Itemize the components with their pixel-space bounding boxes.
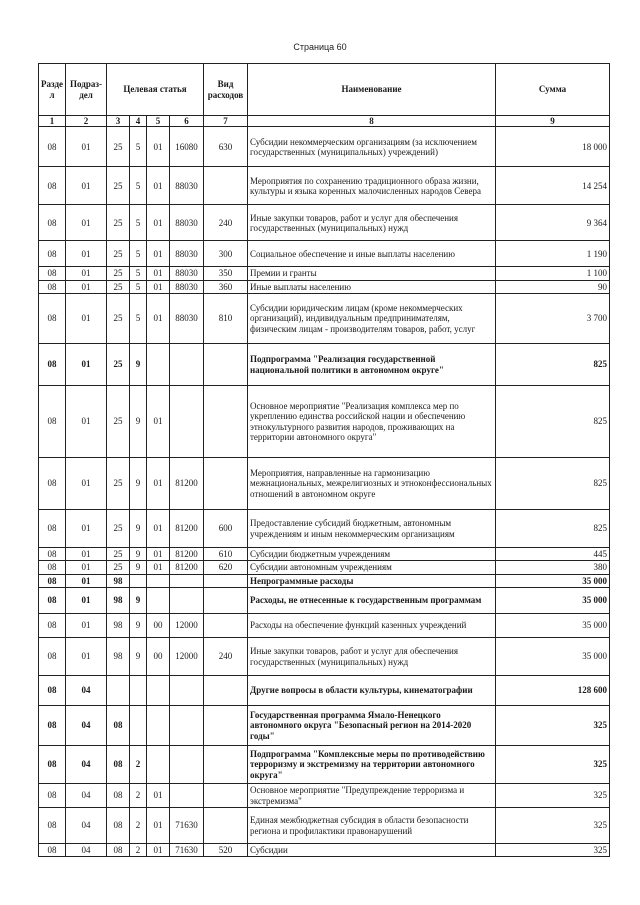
razdel-cell: 08 (39, 784, 66, 808)
name-cell: Единая межбюджетная субсидия в области безопасности региона и профилактики правонарушений (248, 808, 496, 844)
name-cell: Непрограммные расходы (248, 574, 496, 587)
target-article-direction-cell: 88030 (170, 280, 204, 293)
table-row (39, 344, 610, 386)
expense-type-cell: 810 (204, 294, 248, 344)
target-article-event-cell: 01 (147, 267, 170, 280)
target-article-program-cell: 25 (107, 386, 130, 458)
podrazdel-cell: 04 (66, 784, 107, 808)
table-row (39, 561, 610, 574)
page-number-label: Страница 60 (293, 42, 347, 52)
target-article-direction-cell: 88030 (170, 294, 204, 344)
expense-type-cell (204, 574, 248, 587)
podrazdel-cell: 04 (66, 808, 107, 844)
target-article-subprogram-cell: 9 (130, 344, 147, 386)
target-article-event-cell (147, 676, 170, 706)
amount-cell: 1 100 (496, 267, 610, 280)
table-row (39, 784, 610, 808)
razdel-cell: 08 (39, 614, 66, 638)
target-article-subprogram-cell: 9 (130, 458, 147, 510)
target-article-direction-cell: 88030 (170, 267, 204, 280)
target-article-subprogram-cell: 5 (130, 167, 147, 205)
target-article-event-cell: 01 (147, 167, 170, 205)
target-article-event-cell: 01 (147, 458, 170, 510)
expense-type-cell: 520 (204, 844, 248, 857)
target-article-program-cell: 25 (107, 561, 130, 574)
target-article-program-cell: 98 (107, 588, 130, 614)
target-article-program-cell: 25 (107, 344, 130, 386)
table-row (39, 676, 610, 706)
target-article-event-cell (147, 706, 170, 746)
target-article-direction-cell (170, 706, 204, 746)
col-number: 9 (496, 116, 610, 127)
podrazdel-cell: 01 (66, 510, 107, 548)
target-article-event-cell (147, 588, 170, 614)
col-number: 8 (248, 116, 496, 127)
target-article-subprogram-cell: 9 (130, 510, 147, 548)
name-cell: Мероприятия, направленные на гармонизацию межнациональных, межрелигиозных и этноконфессиональных отношений в автономном округе (248, 458, 496, 510)
target-article-event-cell: 01 (147, 294, 170, 344)
target-article-subprogram-cell: 9 (130, 561, 147, 574)
expense-type-cell (204, 706, 248, 746)
name-cell: Субсидии юридическим лицам (кроме некоммерческих организаций), индивидуальным предпринимателям, физическим лицам - производителям товаров, работ, услуг (248, 294, 496, 344)
target-article-subprogram-cell: 2 (130, 746, 147, 784)
podrazdel-cell: 04 (66, 746, 107, 784)
expense-type-cell: 620 (204, 561, 248, 574)
razdel-cell: 08 (39, 458, 66, 510)
header-podrazdel: Подраз- дел (66, 64, 107, 116)
name-cell: Премии и гранты (248, 267, 496, 280)
target-article-direction-cell: 71630 (170, 844, 204, 857)
name-cell: Подпрограмма "Комплексные меры по противодействию терроризму и экстремизму на территории автономного округа" (248, 746, 496, 784)
target-article-program-cell: 98 (107, 614, 130, 638)
column-number-row (39, 116, 610, 127)
target-article-subprogram-cell: 2 (130, 808, 147, 844)
table-row (39, 588, 610, 614)
table-row (39, 746, 610, 784)
razdel-cell: 08 (39, 638, 66, 676)
target-article-subprogram-cell (130, 676, 147, 706)
podrazdel-cell: 01 (66, 458, 107, 510)
razdel-cell: 08 (39, 280, 66, 293)
razdel-cell: 08 (39, 706, 66, 746)
target-article-direction-cell (170, 574, 204, 587)
target-article-subprogram-cell: 5 (130, 267, 147, 280)
target-article-program-cell: 08 (107, 746, 130, 784)
amount-cell: 445 (496, 548, 610, 561)
podrazdel-cell: 04 (66, 706, 107, 746)
amount-cell: 325 (496, 808, 610, 844)
expense-type-cell: 240 (204, 205, 248, 241)
target-article-subprogram-cell: 9 (130, 638, 147, 676)
expense-type-cell (204, 167, 248, 205)
podrazdel-cell: 01 (66, 574, 107, 587)
name-cell: Социальное обеспечение и иные выплаты населению (248, 241, 496, 267)
target-article-program-cell: 08 (107, 706, 130, 746)
table-row (39, 386, 610, 458)
target-article-subprogram-cell: 9 (130, 386, 147, 458)
name-cell: Подпрограмма "Реализация государственной национальной политики в автономном округе" (248, 344, 496, 386)
podrazdel-cell: 01 (66, 638, 107, 676)
table-row (39, 548, 610, 561)
table-row (39, 638, 610, 676)
name-cell: Субсидии бюджетным учреждениям (248, 548, 496, 561)
name-cell: Расходы, не отнесенные к государственным программам (248, 588, 496, 614)
target-article-subprogram-cell (130, 706, 147, 746)
name-cell: Субсидии (248, 844, 496, 857)
table-row (39, 808, 610, 844)
target-article-event-cell (147, 574, 170, 587)
name-cell: Государственная программа Ямало-Ненецкого автономного округа "Безопасный регион на 2014-2020 годы" (248, 706, 496, 746)
target-article-direction-cell: 81200 (170, 548, 204, 561)
table-row (39, 241, 610, 267)
target-article-event-cell: 01 (147, 844, 170, 857)
expense-type-cell (204, 386, 248, 458)
name-cell: Субсидии автономным учреждениям (248, 561, 496, 574)
podrazdel-cell: 04 (66, 676, 107, 706)
target-article-direction-cell: 12000 (170, 614, 204, 638)
expense-type-cell: 240 (204, 638, 248, 676)
target-article-direction-cell: 16080 (170, 127, 204, 167)
budget-table (38, 63, 610, 857)
podrazdel-cell: 01 (66, 614, 107, 638)
amount-cell: 90 (496, 280, 610, 293)
podrazdel-cell: 01 (66, 344, 107, 386)
col-number: 5 (147, 116, 170, 127)
podrazdel-cell: 04 (66, 844, 107, 857)
table-row (39, 127, 610, 167)
target-article-direction-cell: 12000 (170, 638, 204, 676)
amount-cell: 18 000 (496, 127, 610, 167)
target-article-direction-cell (170, 784, 204, 808)
target-article-event-cell: 01 (147, 127, 170, 167)
expense-type-cell: 610 (204, 548, 248, 561)
table-body (39, 127, 610, 857)
header-summa: Сумма (496, 64, 610, 116)
target-article-event-cell (147, 746, 170, 784)
podrazdel-cell: 01 (66, 548, 107, 561)
table-row (39, 458, 610, 510)
target-article-direction-cell (170, 588, 204, 614)
target-article-event-cell: 01 (147, 808, 170, 844)
expense-type-cell (204, 458, 248, 510)
razdel-cell: 08 (39, 294, 66, 344)
amount-cell: 35 000 (496, 614, 610, 638)
target-article-program-cell: 98 (107, 574, 130, 587)
target-article-event-cell (147, 344, 170, 386)
razdel-cell: 08 (39, 267, 66, 280)
amount-cell: 14 254 (496, 167, 610, 205)
amount-cell: 825 (496, 386, 610, 458)
target-article-program-cell: 25 (107, 205, 130, 241)
amount-cell: 1 190 (496, 241, 610, 267)
expense-type-cell (204, 676, 248, 706)
razdel-cell: 08 (39, 574, 66, 587)
razdel-cell: 08 (39, 127, 66, 167)
name-cell: Предоставление субсидий бюджетным, автономным учреждениям и иным некоммерческим организациям (248, 510, 496, 548)
expense-type-cell: 360 (204, 280, 248, 293)
razdel-cell: 08 (39, 746, 66, 784)
target-article-program-cell: 25 (107, 294, 130, 344)
target-article-subprogram-cell: 5 (130, 127, 147, 167)
target-article-subprogram-cell: 5 (130, 294, 147, 344)
name-cell: Другие вопросы в области культуры, кинематографии (248, 676, 496, 706)
table-row (39, 614, 610, 638)
amount-cell: 128 600 (496, 676, 610, 706)
name-cell: Субсидии некоммерческим организациям (за исключением государственных (муниципальных) учреждений) (248, 127, 496, 167)
razdel-cell: 08 (39, 510, 66, 548)
target-article-program-cell: 25 (107, 267, 130, 280)
target-article-event-cell: 01 (147, 280, 170, 293)
amount-cell: 35 000 (496, 574, 610, 587)
razdel-cell: 08 (39, 344, 66, 386)
table-row (39, 167, 610, 205)
target-article-event-cell: 00 (147, 638, 170, 676)
target-article-subprogram-cell: 5 (130, 280, 147, 293)
target-article-direction-cell: 88030 (170, 205, 204, 241)
amount-cell: 325 (496, 706, 610, 746)
razdel-cell: 08 (39, 561, 66, 574)
podrazdel-cell: 01 (66, 386, 107, 458)
target-article-program-cell: 25 (107, 458, 130, 510)
podrazdel-cell: 01 (66, 588, 107, 614)
target-article-program-cell: 25 (107, 167, 130, 205)
amount-cell: 3 700 (496, 294, 610, 344)
podrazdel-cell: 01 (66, 241, 107, 267)
expense-type-cell: 630 (204, 127, 248, 167)
target-article-subprogram-cell: 2 (130, 844, 147, 857)
expense-type-cell: 600 (204, 510, 248, 548)
amount-cell: 825 (496, 458, 610, 510)
target-article-subprogram-cell: 9 (130, 548, 147, 561)
target-article-subprogram-cell: 2 (130, 784, 147, 808)
razdel-cell: 08 (39, 386, 66, 458)
target-article-event-cell: 01 (147, 561, 170, 574)
amount-cell: 825 (496, 510, 610, 548)
target-article-event-cell: 01 (147, 510, 170, 548)
amount-cell: 35 000 (496, 588, 610, 614)
header-naimenovanie: Наименование (248, 64, 496, 116)
amount-cell: 825 (496, 344, 610, 386)
name-cell: Расходы на обеспечение функций казенных учреждений (248, 614, 496, 638)
header-razdel: Разде л (39, 64, 66, 116)
target-article-program-cell: 98 (107, 638, 130, 676)
table-row (39, 294, 610, 344)
podrazdel-cell: 01 (66, 267, 107, 280)
target-article-program-cell: 25 (107, 548, 130, 561)
name-cell: Мероприятия по сохранению традиционного образа жизни, культуры и языка коренных малочисленных народов Севера (248, 167, 496, 205)
target-article-subprogram-cell: 5 (130, 241, 147, 267)
target-article-program-cell: 25 (107, 241, 130, 267)
expense-type-cell (204, 344, 248, 386)
target-article-subprogram-cell: 5 (130, 205, 147, 241)
amount-cell: 9 364 (496, 205, 610, 241)
table-row (39, 574, 610, 587)
target-article-subprogram-cell (130, 574, 147, 587)
razdel-cell: 08 (39, 676, 66, 706)
target-article-program-cell: 08 (107, 844, 130, 857)
table-row (39, 844, 610, 857)
target-article-program-cell: 08 (107, 808, 130, 844)
target-article-direction-cell: 88030 (170, 167, 204, 205)
target-article-direction-cell (170, 746, 204, 784)
table-row (39, 510, 610, 548)
name-cell: Иные закупки товаров, работ и услуг для обеспечения государственных (муниципальных) нужд (248, 638, 496, 676)
name-cell: Основное мероприятие "Реализация комплекса мер по укреплению единства российской нации и обеспечению этнокультурного развития народов, проживающих на территории автономного округа" (248, 386, 496, 458)
target-article-program-cell: 25 (107, 127, 130, 167)
razdel-cell: 08 (39, 167, 66, 205)
amount-cell: 325 (496, 746, 610, 784)
table-row (39, 706, 610, 746)
target-article-direction-cell: 81200 (170, 510, 204, 548)
expense-type-cell (204, 588, 248, 614)
podrazdel-cell: 01 (66, 127, 107, 167)
expense-type-cell (204, 614, 248, 638)
table-row (39, 280, 610, 293)
podrazdel-cell: 01 (66, 294, 107, 344)
expense-type-cell: 350 (204, 267, 248, 280)
table-row (39, 267, 610, 280)
target-article-direction-cell: 71630 (170, 808, 204, 844)
razdel-cell: 08 (39, 241, 66, 267)
amount-cell: 325 (496, 844, 610, 857)
target-article-event-cell: 01 (147, 241, 170, 267)
podrazdel-cell: 01 (66, 167, 107, 205)
target-article-direction-cell (170, 344, 204, 386)
amount-cell: 325 (496, 784, 610, 808)
target-article-event-cell: 01 (147, 205, 170, 241)
podrazdel-cell: 01 (66, 205, 107, 241)
target-article-program-cell: 08 (107, 784, 130, 808)
razdel-cell: 08 (39, 844, 66, 857)
target-article-event-cell: 01 (147, 548, 170, 561)
col-number: 4 (130, 116, 147, 127)
target-article-subprogram-cell: 9 (130, 588, 147, 614)
target-article-event-cell: 00 (147, 614, 170, 638)
name-cell: Иные выплаты населению (248, 280, 496, 293)
name-cell: Основное мероприятие "Предупреждение терроризма и экстремизма" (248, 784, 496, 808)
target-article-direction-cell: 81200 (170, 561, 204, 574)
razdel-cell: 08 (39, 205, 66, 241)
amount-cell: 35 000 (496, 638, 610, 676)
target-article-program-cell: 25 (107, 510, 130, 548)
header-vid-raskhodov: Вид расходов (204, 64, 248, 116)
target-article-direction-cell (170, 386, 204, 458)
target-article-direction-cell: 88030 (170, 241, 204, 267)
col-number: 3 (107, 116, 130, 127)
col-number: 7 (204, 116, 248, 127)
target-article-direction-cell (170, 676, 204, 706)
header-row (39, 64, 610, 116)
target-article-subprogram-cell: 9 (130, 614, 147, 638)
podrazdel-cell: 01 (66, 561, 107, 574)
target-article-event-cell: 01 (147, 386, 170, 458)
amount-cell: 380 (496, 561, 610, 574)
target-article-program-cell: 25 (107, 280, 130, 293)
expense-type-cell (204, 784, 248, 808)
expense-type-cell (204, 746, 248, 784)
expense-type-cell: 300 (204, 241, 248, 267)
col-number: 1 (39, 116, 66, 127)
col-number: 6 (170, 116, 204, 127)
target-article-event-cell: 01 (147, 784, 170, 808)
expense-type-cell (204, 808, 248, 844)
podrazdel-cell: 01 (66, 280, 107, 293)
col-number: 2 (66, 116, 107, 127)
name-cell: Иные закупки товаров, работ и услуг для обеспечения государственных (муниципальных) нужд (248, 205, 496, 241)
razdel-cell: 08 (39, 548, 66, 561)
razdel-cell: 08 (39, 588, 66, 614)
target-article-direction-cell: 81200 (170, 458, 204, 510)
target-article-program-cell (107, 676, 130, 706)
header-celevaya-statya: Целевая статья (107, 64, 204, 116)
razdel-cell: 08 (39, 808, 66, 844)
table-row (39, 205, 610, 241)
